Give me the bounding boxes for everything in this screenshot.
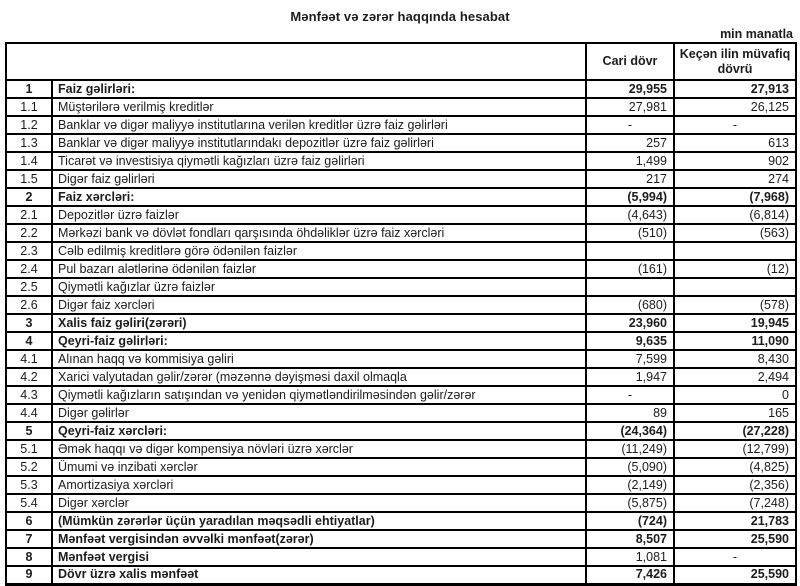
- table-row: [6, 188, 796, 206]
- row-label: Mənfəət vergisi: [52, 548, 586, 566]
- row-label: Depozitlər üzrə faizlər: [52, 206, 586, 224]
- row-current-value: -: [586, 386, 674, 404]
- row-current-value: 7,599: [586, 350, 674, 368]
- row-number: 8: [6, 548, 52, 566]
- row-number: 7: [6, 530, 52, 548]
- header-empty-cell: [6, 43, 586, 80]
- row-label: Alınan haqq və kommisiya gəliri: [52, 350, 586, 368]
- row-label: Əmək haqqı və digər kompensiya növləri üzrə xərclər: [52, 440, 586, 458]
- row-number: 4.1: [6, 350, 52, 368]
- row-number: 2.6: [6, 296, 52, 314]
- row-current-value: (510): [586, 224, 674, 242]
- row-label: Digər gəlirlər: [52, 404, 586, 422]
- row-current-value: (4,643): [586, 206, 674, 224]
- table-row: [6, 422, 796, 440]
- table-row: [6, 350, 796, 368]
- table-row: [6, 134, 796, 152]
- row-label: Banklar və digər maliyyə institutlarına verilən kreditlər üzrə faiz gəlirləri: [52, 116, 586, 134]
- row-current-value: (2,149): [586, 476, 674, 494]
- row-previous-value: 25,590: [674, 530, 796, 548]
- row-previous-value: 26,125: [674, 98, 796, 116]
- row-current-value: (5,875): [586, 494, 674, 512]
- row-previous-value: [674, 242, 796, 260]
- row-current-value: -: [586, 116, 674, 134]
- row-previous-value: 19,945: [674, 314, 796, 332]
- row-label: Amortizasiya xərcləri: [52, 476, 586, 494]
- row-previous-value: (2,356): [674, 476, 796, 494]
- table-row: [6, 332, 796, 350]
- row-number: 2.2: [6, 224, 52, 242]
- row-label: Ümumi və inzibati xərclər: [52, 458, 586, 476]
- row-current-value: [586, 278, 674, 296]
- row-current-value: [586, 242, 674, 260]
- row-number: 6: [6, 512, 52, 530]
- row-current-value: 9,635: [586, 332, 674, 350]
- row-current-value: (5,090): [586, 458, 674, 476]
- row-label: Mənfəət vergisindən əvvəlki mənfəət(zərər): [52, 530, 586, 548]
- row-previous-value: 902: [674, 152, 796, 170]
- row-number: 4.3: [6, 386, 52, 404]
- row-previous-value: 613: [674, 134, 796, 152]
- row-label: Qeyri-faiz xərcləri:: [52, 422, 586, 440]
- row-label: Dövr üzrə xalis mənfəət: [52, 566, 586, 584]
- row-label: Banklar və digər maliyyə institutlarındakı depozitlər üzrə faiz gəlirləri: [52, 134, 586, 152]
- row-number: 1.1: [6, 98, 52, 116]
- row-current-value: 8,507: [586, 530, 674, 548]
- row-current-value: 29,955: [586, 80, 674, 98]
- row-previous-value: (578): [674, 296, 796, 314]
- row-previous-value: 21,783: [674, 512, 796, 530]
- table-row: [6, 512, 796, 530]
- row-label: Digər xərclər: [52, 494, 586, 512]
- row-number: 1.2: [6, 116, 52, 134]
- row-previous-value: -: [674, 548, 796, 566]
- table-row: [6, 494, 796, 512]
- row-number: 2: [6, 188, 52, 206]
- profit-loss-table: [5, 42, 797, 586]
- row-number: 5.3: [6, 476, 52, 494]
- unit-note: min manatla: [720, 27, 793, 41]
- table-row: [6, 206, 796, 224]
- row-previous-value: 274: [674, 170, 796, 188]
- row-number: 5.4: [6, 494, 52, 512]
- row-number: 5.2: [6, 458, 52, 476]
- row-current-value: (11,249): [586, 440, 674, 458]
- table-row: [6, 476, 796, 494]
- row-previous-value: -: [674, 116, 796, 134]
- table-row: [6, 404, 796, 422]
- row-previous-value: 8,430: [674, 350, 796, 368]
- table-row: [6, 566, 796, 584]
- table-row: [6, 314, 796, 332]
- row-number: 2.3: [6, 242, 52, 260]
- row-number: 1.3: [6, 134, 52, 152]
- row-label: Mərkəzi bank və dövlət fondları qarşısında öhdəliklər üzrə faiz xərcləri: [52, 224, 586, 242]
- table-row: [6, 386, 796, 404]
- table-row: [6, 98, 796, 116]
- row-previous-value: (7,968): [674, 188, 796, 206]
- row-label: Qiymətli kağızlar üzrə faizlər: [52, 278, 586, 296]
- table-row: [6, 242, 796, 260]
- row-label: Xalis faiz gəliri(zərəri): [52, 314, 586, 332]
- row-label: Digər faiz xərcləri: [52, 296, 586, 314]
- row-current-value: 27,981: [586, 98, 674, 116]
- row-previous-value: 25,590: [674, 566, 796, 584]
- page-title: Mənfəət və zərər haqqında hesabat: [290, 9, 510, 24]
- row-number: 1.4: [6, 152, 52, 170]
- row-current-value: 89: [586, 404, 674, 422]
- row-current-value: (5,994): [586, 188, 674, 206]
- row-previous-value: 2,494: [674, 368, 796, 386]
- row-previous-value: (7,248): [674, 494, 796, 512]
- row-number: 4: [6, 332, 52, 350]
- row-label: Faiz xərcləri:: [52, 188, 586, 206]
- row-number: 4.2: [6, 368, 52, 386]
- row-current-value: 1,081: [586, 548, 674, 566]
- row-label: Qeyri-faiz gəlirləri:: [52, 332, 586, 350]
- table-row: [6, 260, 796, 278]
- row-label: Pul bazarı alətlərinə ödənilən faizlər: [52, 260, 586, 278]
- table-row: [6, 458, 796, 476]
- row-number: 4.4: [6, 404, 52, 422]
- row-number: 2.1: [6, 206, 52, 224]
- row-current-value: (680): [586, 296, 674, 314]
- table-row: [6, 548, 796, 566]
- table-row: [6, 296, 796, 314]
- row-current-value: 1,947: [586, 368, 674, 386]
- row-label: Faiz gəlirləri:: [52, 80, 586, 98]
- row-current-value: 23,960: [586, 314, 674, 332]
- row-previous-value: (4,825): [674, 458, 796, 476]
- row-number: 5.1: [6, 440, 52, 458]
- row-current-value: 257: [586, 134, 674, 152]
- row-label: Cəlb edilmiş kreditlərə görə ödənilən faizlər: [52, 242, 586, 260]
- row-number: 1: [6, 80, 52, 98]
- row-label: (Mümkün zərərlər üçün yaradılan məqsədli ehtiyatlar): [52, 512, 586, 530]
- row-previous-value: 27,913: [674, 80, 796, 98]
- row-current-value: 7,426: [586, 566, 674, 584]
- row-current-value: (161): [586, 260, 674, 278]
- row-previous-value: [674, 278, 796, 296]
- row-current-value: (24,364): [586, 422, 674, 440]
- row-label: Müştərilərə verilmiş kreditlər: [52, 98, 586, 116]
- table-row: [6, 440, 796, 458]
- table-row: [6, 152, 796, 170]
- row-current-value: (724): [586, 512, 674, 530]
- row-number: 3: [6, 314, 52, 332]
- row-label: Xarici valyutadan gəlir/zərər (məzənnə dəyişməsi daxil olmaqla: [52, 368, 586, 386]
- row-label: Ticarət və investisiya qiymətli kağızları üzrə faiz gəlirləri: [52, 152, 586, 170]
- row-previous-value: (563): [674, 224, 796, 242]
- header-previous-period: Keçən ilin müvafiq dövrü: [674, 43, 796, 80]
- row-number: 9: [6, 566, 52, 584]
- row-current-value: 1,499: [586, 152, 674, 170]
- row-previous-value: (6,814): [674, 206, 796, 224]
- table-row: [6, 224, 796, 242]
- header-current-period: Cari dövr: [586, 43, 674, 80]
- table-header-row: [6, 43, 796, 80]
- table-row: [6, 170, 796, 188]
- table-row: [6, 278, 796, 296]
- row-number: 1.5: [6, 170, 52, 188]
- row-previous-value: 11,090: [674, 332, 796, 350]
- table-row: [6, 80, 796, 98]
- row-previous-value: 165: [674, 404, 796, 422]
- table-row: [6, 530, 796, 548]
- row-number: 2.5: [6, 278, 52, 296]
- table-row: [6, 116, 796, 134]
- row-previous-value: (12): [674, 260, 796, 278]
- row-label: Digər faiz gəlirləri: [52, 170, 586, 188]
- row-previous-value: (12,799): [674, 440, 796, 458]
- row-previous-value: 0: [674, 386, 796, 404]
- row-previous-value: (27,228): [674, 422, 796, 440]
- row-number: 2.4: [6, 260, 52, 278]
- row-number: 5: [6, 422, 52, 440]
- row-current-value: 217: [586, 170, 674, 188]
- table-row: [6, 368, 796, 386]
- row-label: Qiymətli kağızların satışından və yenidən qiymətləndirilməsindən gəlir/zərər: [52, 386, 586, 404]
